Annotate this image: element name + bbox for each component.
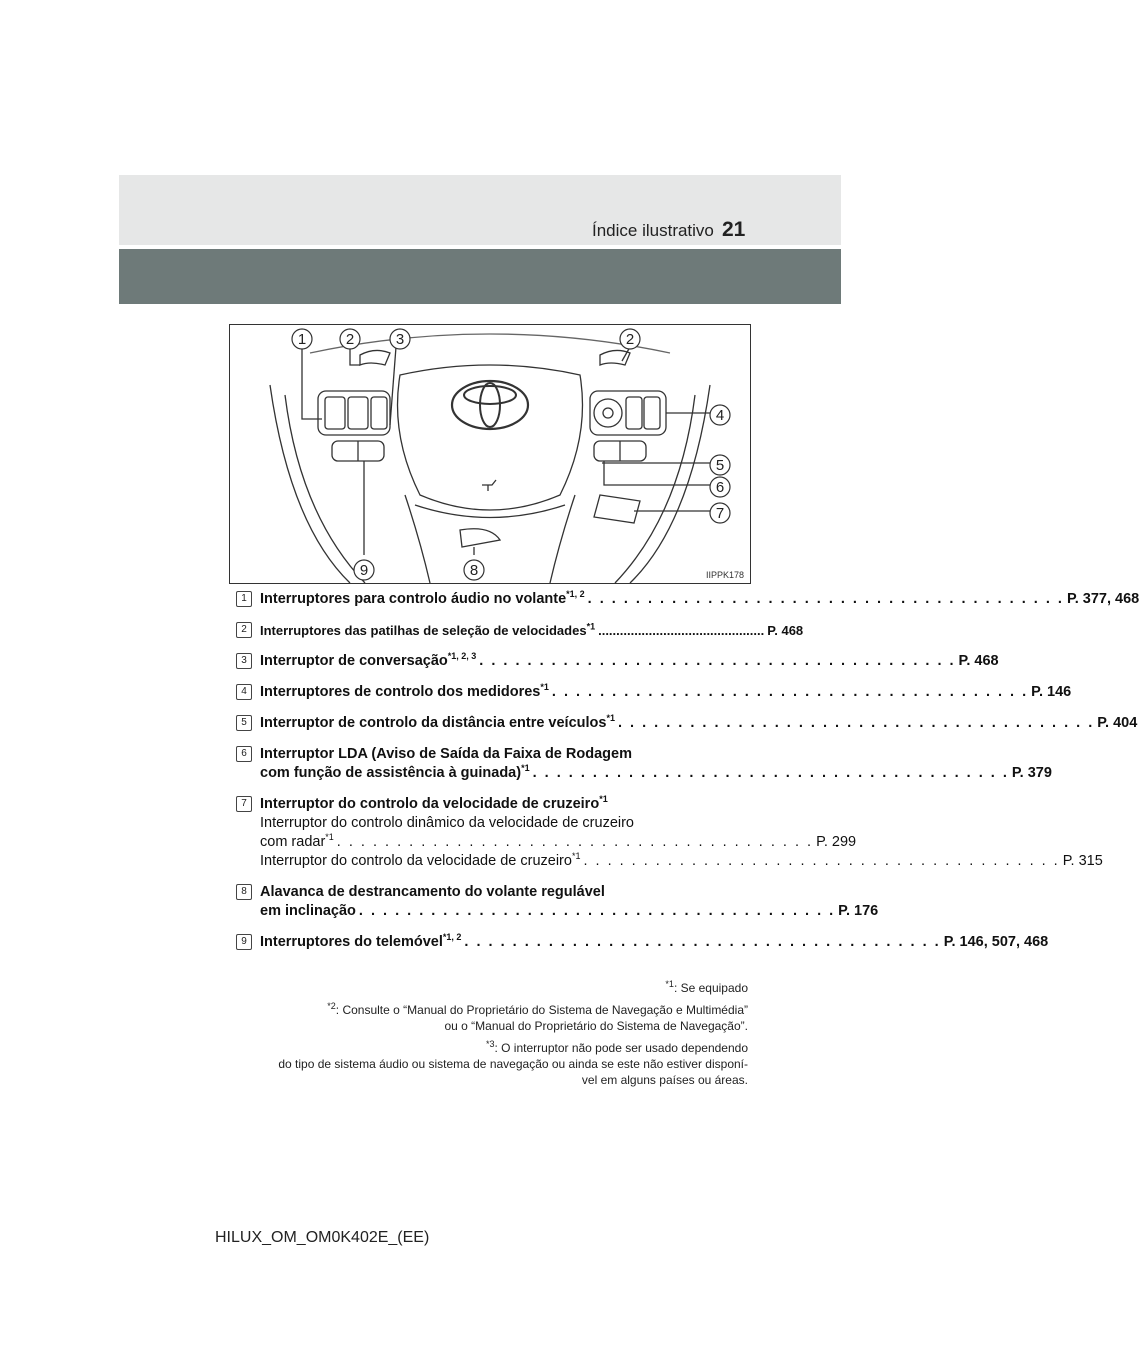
list-item — [236, 589, 1139, 609]
list-item — [236, 682, 1072, 702]
item-title: Interruptor de conversação$^{*1, 2, 3}$ — [260, 651, 477, 669]
footnote-1: $^{*1}$: Se equipado — [665, 979, 748, 995]
callout-1-icon — [292, 329, 312, 349]
callout-3-icon — [390, 329, 410, 349]
item-page-ref[interactable]: P. 404 — [1097, 715, 1138, 731]
header-dark-band — [119, 249, 841, 304]
svg-text:1: 1 — [297, 331, 307, 348]
item-number: 6 — [236, 746, 252, 762]
svg-text:5: 5 — [715, 457, 725, 474]
item-number: 9 — [236, 934, 252, 950]
leader-dots: . . . . . . . . . . . . . . . . . . . . . . . . . . . . . . . . . . . . . . . . — [464, 934, 941, 950]
item-title: Interruptores do telemóvel$^{*1, 2}$ — [260, 932, 462, 950]
callout-2b-icon — [620, 329, 640, 349]
leader-dots: .............................................. — [598, 623, 765, 638]
leader-dots: . . . . . . . . . . . . . . . . . . . . . . . . . . . . . . . . . . . . . . . . — [532, 765, 1009, 781]
list-item — [236, 621, 804, 640]
item-page-ref[interactable]: P. 379 — [1011, 765, 1052, 781]
leader-dots: . . . . . . . . . . . . . . . . . . . . . . . . . . . . . . . . . . . . . . . . — [336, 834, 814, 850]
leader-dots: . . . . . . . . . . . . . . . . . . . . . . . . . . . . . . . . . . . . . . . . — [617, 715, 1095, 731]
callout-9-icon — [354, 560, 374, 580]
item-title-line2: em inclinação — [260, 903, 356, 919]
callout-8-icon — [464, 560, 484, 580]
svg-text:7: 7 — [715, 505, 725, 522]
callout-7-icon — [710, 503, 730, 523]
list-item — [236, 932, 1049, 952]
subitem-page-ref[interactable]: P. 299 — [816, 834, 857, 850]
leader-dots: . . . . . . . . . . . . . . . . . . . . . . . . . . . . . . . . . . . . . . . . — [583, 853, 1060, 869]
callout-6-icon — [710, 477, 730, 497]
svg-text:3: 3 — [395, 331, 405, 348]
svg-text:4: 4 — [715, 407, 725, 424]
item-list — [236, 589, 1139, 952]
subitem-title: Interruptor do controlo da velocidade de cruzeiro$^{*1}$ — [260, 851, 581, 869]
svg-text:2: 2 — [345, 331, 355, 348]
callout-4-icon — [710, 405, 730, 425]
steering-wheel-figure — [229, 324, 751, 584]
footnote-2: $^{*2}$: Consulte o “Manual do Proprietário do Sistema de Navegação e Multimédia” ou o “Manual do Proprietário do Sistema de Navegação”. — [327, 1001, 748, 1033]
subitem-title-line1: Interruptor do controlo dinâmico da velocidade de cruzeiro — [260, 815, 634, 831]
item-page-ref[interactable]: P. 146 — [1031, 684, 1072, 700]
page-number: 21 — [722, 218, 746, 241]
item-title: Interruptor de controlo da distância entre veículos$^{*1}$ — [260, 713, 615, 731]
list-item — [236, 651, 999, 671]
svg-text:9: 9 — [359, 562, 369, 579]
item-title: Interruptores para controlo áudio no volante$^{*1, 2}$ — [260, 589, 585, 607]
item-page-ref[interactable]: P. 176 — [838, 903, 879, 919]
item-number: 4 — [236, 684, 252, 700]
item-page-ref[interactable]: P. 468 — [767, 623, 804, 638]
item-number: 3 — [236, 653, 252, 669]
item-title-line1: Interruptor LDA (Aviso de Saída da Faixa de Rodagem — [260, 746, 632, 762]
svg-text:8: 8 — [469, 562, 479, 579]
list-item — [236, 713, 1138, 733]
item-number: 7 — [236, 796, 252, 812]
item-title-line2: com função de assistência à guinada)$^{*1}$ — [260, 763, 530, 781]
document-code: HILUX_OM_OM0K402E_(EE) — [215, 1229, 430, 1246]
callout-2-icon — [340, 329, 360, 349]
footnotes — [196, 980, 748, 1094]
svg-text:2: 2 — [625, 331, 635, 348]
item-number: 8 — [236, 884, 252, 900]
item-page-ref[interactable]: P. 468 — [958, 653, 999, 669]
subitem-page-ref[interactable]: P. 315 — [1062, 853, 1103, 869]
leader-dots: . . . . . . . . . . . . . . . . . . . . . . . . . . . . . . . . . . . . . . . . — [551, 684, 1029, 700]
list-item — [236, 745, 1052, 783]
item-title-line1: Alavanca de destrancamento do volante regulável — [260, 884, 605, 900]
section-title: Índice ilustrativo — [592, 221, 714, 240]
callout-5-icon — [710, 455, 730, 475]
leader-dots: . . . . . . . . . . . . . . . . . . . . . . . . . . . . . . . . . . . . . . . . — [479, 653, 956, 669]
item-title: Interruptores das patilhas de seleção de velocidades$^{*1}$ — [260, 621, 596, 638]
subitem-title-line2: com radar$^{*1}$ — [260, 832, 334, 850]
item-number: 1 — [236, 591, 252, 607]
leader-dots: . . . . . . . . . . . . . . . . . . . . . . . . . . . . . . . . . . . . . . . . — [587, 591, 1064, 607]
item-number: 2 — [236, 622, 252, 638]
item-title: Interruptores de controlo dos medidores$^{*1}$ — [260, 682, 549, 700]
item-title: Interruptor do controlo da velocidade de cruzeiro$^{*1}$ — [260, 794, 608, 812]
callout-layer — [230, 325, 750, 583]
item-page-ref[interactable]: P. 146, 507, 468 — [943, 934, 1049, 950]
item-number: 5 — [236, 715, 252, 731]
footnote-3: $^{*3}$: O interruptor não pode ser usado dependendo do tipo de sistema áudio ou sistema de navegação ou ainda se este não estiver disponí- vel em alguns países ou áreas. — [278, 1039, 748, 1087]
item-page-ref[interactable]: P. 377, 468 — [1066, 591, 1139, 607]
list-item — [236, 883, 879, 921]
figure-id: IIPPK178 — [705, 570, 744, 580]
svg-text:6: 6 — [715, 479, 725, 496]
list-item — [236, 794, 1103, 871]
leader-dots: . . . . . . . . . . . . . . . . . . . . . . . . . . . . . . . . . . . . . . . . — [358, 903, 836, 919]
